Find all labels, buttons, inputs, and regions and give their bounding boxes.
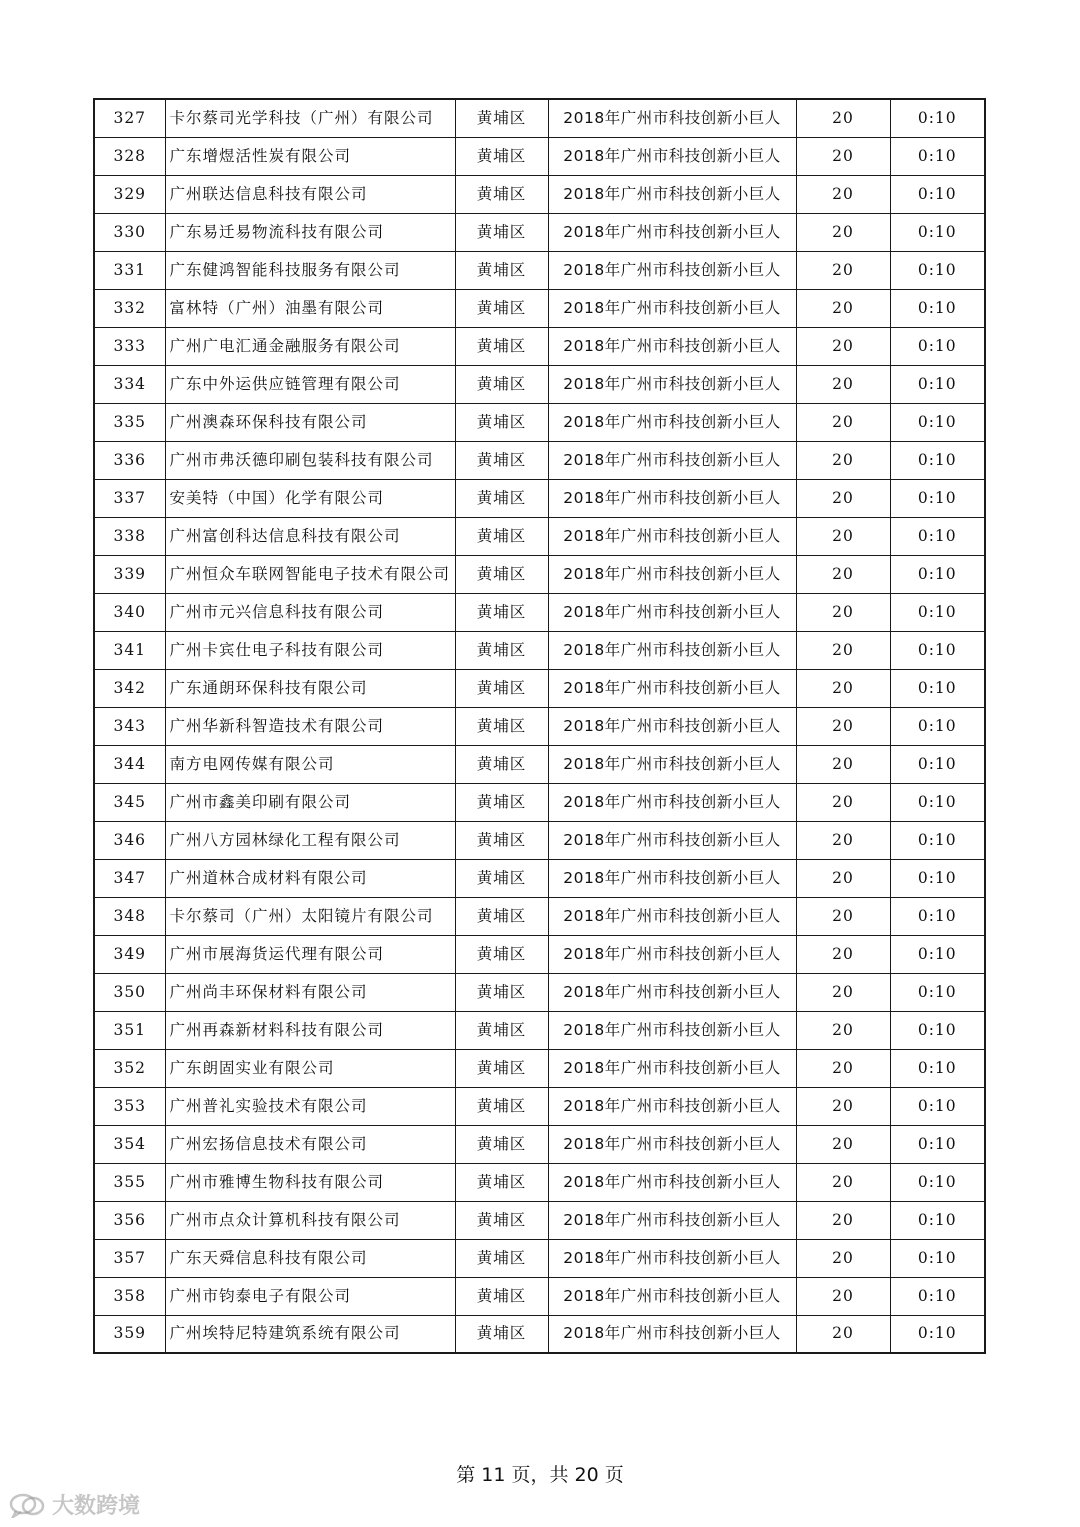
ratio-cell: 0:10 (890, 175, 985, 213)
ratio-cell: 0:10 (890, 1087, 985, 1125)
district-cell: 黄埔区 (455, 99, 548, 137)
amount-cell: 20 (796, 175, 890, 213)
table-row (94, 1315, 985, 1353)
award-category-cell: 2018年广州市科技创新小巨人 (548, 1315, 796, 1353)
company-name-text: 广州恒众车联网智能电子技术有限公司 (169, 564, 451, 583)
company-name-cell (165, 1239, 455, 1277)
district-cell: 黄埔区 (455, 707, 548, 745)
amount-cell: 20 (796, 99, 890, 137)
row-number-cell: 348 (94, 897, 165, 935)
amount-cell: 20 (796, 479, 890, 517)
award-category-cell: 2018年广州市科技创新小巨人 (548, 327, 796, 365)
amount-cell: 20 (796, 1011, 890, 1049)
amount-cell: 20 (796, 859, 890, 897)
table-row (94, 137, 985, 175)
table-row (94, 1239, 985, 1277)
table-row (94, 175, 985, 213)
amount-cell: 20 (796, 327, 890, 365)
table-row (94, 1087, 985, 1125)
company-name-text: 广州八方园林绿化工程有限公司 (169, 830, 401, 849)
award-category-cell: 2018年广州市科技创新小巨人 (548, 289, 796, 327)
row-number-cell: 330 (94, 213, 165, 251)
row-number-cell: 340 (94, 593, 165, 631)
ratio-cell: 0:10 (890, 1163, 985, 1201)
ratio-cell: 0:10 (890, 1011, 985, 1049)
ratio-cell: 0:10 (890, 1315, 985, 1353)
company-name-text: 卡尔蔡司光学科技（广州）有限公司 (169, 108, 434, 127)
table-row (94, 821, 985, 859)
table-row (94, 897, 985, 935)
district-cell: 黄埔区 (455, 137, 548, 175)
district-cell: 黄埔区 (455, 1201, 548, 1239)
company-name-cell (165, 441, 455, 479)
award-category-cell: 2018年广州市科技创新小巨人 (548, 821, 796, 859)
company-name-cell (165, 213, 455, 251)
row-number-cell: 357 (94, 1239, 165, 1277)
row-number-cell: 336 (94, 441, 165, 479)
company-name-text: 广州市雅博生物科技有限公司 (169, 1172, 385, 1191)
award-category-cell: 2018年广州市科技创新小巨人 (548, 707, 796, 745)
row-number-cell: 344 (94, 745, 165, 783)
ratio-cell: 0:10 (890, 441, 985, 479)
company-name-text: 富林特（广州）油墨有限公司 (169, 298, 385, 317)
table-row (94, 973, 985, 1011)
award-category-cell: 2018年广州市科技创新小巨人 (548, 403, 796, 441)
ratio-cell: 0:10 (890, 403, 985, 441)
chat-bubble-logo-icon (8, 1492, 46, 1518)
table-row (94, 555, 985, 593)
award-category-cell: 2018年广州市科技创新小巨人 (548, 137, 796, 175)
company-name-text: 广州市鑫美印刷有限公司 (169, 792, 352, 811)
district-cell: 黄埔区 (455, 745, 548, 783)
amount-cell: 20 (796, 441, 890, 479)
row-number-cell: 358 (94, 1277, 165, 1315)
amount-cell: 20 (796, 365, 890, 403)
award-category-cell: 2018年广州市科技创新小巨人 (548, 1163, 796, 1201)
company-name-text: 广州道林合成材料有限公司 (169, 868, 368, 887)
district-cell: 黄埔区 (455, 175, 548, 213)
amount-cell: 20 (796, 973, 890, 1011)
ratio-cell: 0:10 (890, 137, 985, 175)
table-row (94, 1049, 985, 1087)
row-number-cell: 334 (94, 365, 165, 403)
enterprise-list-table (93, 98, 986, 1354)
company-name-cell (165, 403, 455, 441)
table-row (94, 745, 985, 783)
watermark (8, 1489, 140, 1520)
ratio-cell: 0:10 (890, 745, 985, 783)
table-row (94, 403, 985, 441)
ratio-cell: 0:10 (890, 365, 985, 403)
row-number-cell: 329 (94, 175, 165, 213)
company-name-cell (165, 327, 455, 365)
table-row (94, 251, 985, 289)
company-name-cell (165, 593, 455, 631)
row-number-cell: 354 (94, 1125, 165, 1163)
ratio-cell: 0:10 (890, 99, 985, 137)
amount-cell: 20 (796, 1201, 890, 1239)
district-cell: 黄埔区 (455, 1125, 548, 1163)
award-category-cell: 2018年广州市科技创新小巨人 (548, 973, 796, 1011)
district-cell: 黄埔区 (455, 1277, 548, 1315)
row-number-cell: 339 (94, 555, 165, 593)
company-name-cell (165, 1277, 455, 1315)
table-row (94, 1277, 985, 1315)
district-cell: 黄埔区 (455, 1239, 548, 1277)
amount-cell: 20 (796, 213, 890, 251)
watermark-text: 大数跨境 (52, 1494, 141, 1519)
company-name-cell (165, 1201, 455, 1239)
amount-cell: 20 (796, 1239, 890, 1277)
district-cell: 黄埔区 (455, 783, 548, 821)
award-category-cell: 2018年广州市科技创新小巨人 (548, 479, 796, 517)
table-row (94, 479, 985, 517)
district-cell: 黄埔区 (455, 859, 548, 897)
row-number-cell: 331 (94, 251, 165, 289)
award-category-cell: 2018年广州市科技创新小巨人 (548, 99, 796, 137)
row-number-cell: 351 (94, 1011, 165, 1049)
table-row (94, 935, 985, 973)
row-number-cell: 353 (94, 1087, 165, 1125)
amount-cell: 20 (796, 517, 890, 555)
company-name-cell (165, 137, 455, 175)
table-row (94, 441, 985, 479)
company-name-cell (165, 935, 455, 973)
row-number-cell: 346 (94, 821, 165, 859)
award-category-cell: 2018年广州市科技创新小巨人 (548, 631, 796, 669)
award-category-cell: 2018年广州市科技创新小巨人 (548, 251, 796, 289)
company-name-cell (165, 669, 455, 707)
award-category-cell: 2018年广州市科技创新小巨人 (548, 593, 796, 631)
ratio-cell: 0:10 (890, 783, 985, 821)
amount-cell: 20 (796, 1125, 890, 1163)
ratio-cell: 0:10 (890, 1049, 985, 1087)
award-category-cell: 2018年广州市科技创新小巨人 (548, 213, 796, 251)
row-number-cell: 338 (94, 517, 165, 555)
amount-cell: 20 (796, 593, 890, 631)
award-category-cell: 2018年广州市科技创新小巨人 (548, 783, 796, 821)
award-category-cell: 2018年广州市科技创新小巨人 (548, 897, 796, 935)
district-cell: 黄埔区 (455, 821, 548, 859)
ratio-cell: 0:10 (890, 251, 985, 289)
award-category-cell: 2018年广州市科技创新小巨人 (548, 669, 796, 707)
award-category-cell: 2018年广州市科技创新小巨人 (548, 1239, 796, 1277)
company-name-cell (165, 821, 455, 859)
company-name-cell (165, 365, 455, 403)
page-number-label: 第 11 页，共 20 页 (456, 1464, 624, 1486)
ratio-cell: 0:10 (890, 707, 985, 745)
ratio-cell: 0:10 (890, 669, 985, 707)
amount-cell: 20 (796, 897, 890, 935)
company-name-text: 广州广电汇通金融服务有限公司 (169, 336, 401, 355)
district-cell: 黄埔区 (455, 973, 548, 1011)
company-name-cell (165, 707, 455, 745)
company-name-cell (165, 1125, 455, 1163)
company-name-text: 广东健鸿智能科技服务有限公司 (169, 260, 401, 279)
district-cell: 黄埔区 (455, 593, 548, 631)
amount-cell: 20 (796, 289, 890, 327)
ratio-cell: 0:10 (890, 213, 985, 251)
district-cell: 黄埔区 (455, 1163, 548, 1201)
amount-cell: 20 (796, 1087, 890, 1125)
row-number-cell: 333 (94, 327, 165, 365)
award-category-cell: 2018年广州市科技创新小巨人 (548, 1125, 796, 1163)
amount-cell: 20 (796, 783, 890, 821)
company-name-text: 安美特（中国）化学有限公司 (169, 488, 385, 507)
ratio-cell: 0:10 (890, 821, 985, 859)
company-name-cell (165, 175, 455, 213)
ratio-cell: 0:10 (890, 935, 985, 973)
ratio-cell: 0:10 (890, 1277, 985, 1315)
company-name-cell (165, 859, 455, 897)
company-name-text: 广州市点众计算机科技有限公司 (169, 1210, 401, 1229)
company-name-text: 广东中外运供应链管理有限公司 (169, 374, 401, 393)
district-cell: 黄埔区 (455, 1087, 548, 1125)
row-number-cell: 345 (94, 783, 165, 821)
award-category-cell: 2018年广州市科技创新小巨人 (548, 441, 796, 479)
ratio-cell: 0:10 (890, 479, 985, 517)
row-number-cell: 327 (94, 99, 165, 137)
company-name-cell (165, 1163, 455, 1201)
row-number-cell: 337 (94, 479, 165, 517)
company-name-cell (165, 517, 455, 555)
company-name-text: 卡尔蔡司（广州）太阳镜片有限公司 (169, 906, 434, 925)
award-category-cell: 2018年广州市科技创新小巨人 (548, 1201, 796, 1239)
amount-cell: 20 (796, 1315, 890, 1353)
table-row (94, 365, 985, 403)
amount-cell: 20 (796, 745, 890, 783)
ratio-cell: 0:10 (890, 1201, 985, 1239)
company-name-cell (165, 897, 455, 935)
award-category-cell: 2018年广州市科技创新小巨人 (548, 935, 796, 973)
district-cell: 黄埔区 (455, 517, 548, 555)
row-number-cell: 343 (94, 707, 165, 745)
amount-cell: 20 (796, 1277, 890, 1315)
district-cell: 黄埔区 (455, 479, 548, 517)
district-cell: 黄埔区 (455, 631, 548, 669)
row-number-cell: 356 (94, 1201, 165, 1239)
company-name-text: 广东易迁易物流科技有限公司 (169, 222, 385, 241)
district-cell: 黄埔区 (455, 289, 548, 327)
row-number-cell: 349 (94, 935, 165, 973)
district-cell: 黄埔区 (455, 669, 548, 707)
company-name-text: 广州联达信息科技有限公司 (169, 184, 368, 203)
ratio-cell: 0:10 (890, 593, 985, 631)
row-number-cell: 335 (94, 403, 165, 441)
amount-cell: 20 (796, 669, 890, 707)
ratio-cell: 0:10 (890, 1125, 985, 1163)
amount-cell: 20 (796, 137, 890, 175)
award-category-cell: 2018年广州市科技创新小巨人 (548, 859, 796, 897)
company-name-text: 广州澳森环保科技有限公司 (169, 412, 368, 431)
table-row (94, 631, 985, 669)
company-name-text: 广东朗固实业有限公司 (169, 1058, 335, 1077)
company-name-cell (165, 783, 455, 821)
row-number-cell: 359 (94, 1315, 165, 1353)
ratio-cell: 0:10 (890, 517, 985, 555)
amount-cell: 20 (796, 1049, 890, 1087)
ratio-cell: 0:10 (890, 859, 985, 897)
company-name-cell (165, 99, 455, 137)
amount-cell: 20 (796, 1163, 890, 1201)
table-row (94, 327, 985, 365)
company-name-text: 广东通朗环保科技有限公司 (169, 678, 368, 697)
district-cell: 黄埔区 (455, 251, 548, 289)
award-category-cell: 2018年广州市科技创新小巨人 (548, 1277, 796, 1315)
company-name-cell (165, 289, 455, 327)
company-name-text: 广州卡宾仕电子科技有限公司 (169, 640, 385, 659)
table-row (94, 1163, 985, 1201)
amount-cell: 20 (796, 707, 890, 745)
district-cell: 黄埔区 (455, 897, 548, 935)
ratio-cell: 0:10 (890, 327, 985, 365)
row-number-cell: 328 (94, 137, 165, 175)
ratio-cell: 0:10 (890, 289, 985, 327)
company-name-text: 广州普礼实验技术有限公司 (169, 1096, 368, 1115)
award-category-cell: 2018年广州市科技创新小巨人 (548, 365, 796, 403)
award-category-cell: 2018年广州市科技创新小巨人 (548, 1087, 796, 1125)
table-row (94, 1201, 985, 1239)
table-row (94, 99, 985, 137)
company-name-cell (165, 1087, 455, 1125)
district-cell: 黄埔区 (455, 213, 548, 251)
table-row (94, 213, 985, 251)
row-number-cell: 347 (94, 859, 165, 897)
company-name-text: 广州市展海货运代理有限公司 (169, 944, 385, 963)
table-row (94, 707, 985, 745)
district-cell: 黄埔区 (455, 1011, 548, 1049)
row-number-cell: 332 (94, 289, 165, 327)
amount-cell: 20 (796, 555, 890, 593)
company-name-cell (165, 555, 455, 593)
table-row (94, 289, 985, 327)
company-name-cell (165, 1049, 455, 1087)
company-name-cell (165, 631, 455, 669)
company-name-text: 广州富创科达信息科技有限公司 (169, 526, 401, 545)
row-number-cell: 342 (94, 669, 165, 707)
company-name-cell (165, 251, 455, 289)
award-category-cell: 2018年广州市科技创新小巨人 (548, 745, 796, 783)
award-category-cell: 2018年广州市科技创新小巨人 (548, 175, 796, 213)
page-footer (0, 1460, 1080, 1487)
company-name-text: 广州宏扬信息技术有限公司 (169, 1134, 368, 1153)
row-number-cell: 355 (94, 1163, 165, 1201)
company-name-cell (165, 1011, 455, 1049)
district-cell: 黄埔区 (455, 555, 548, 593)
table-row (94, 669, 985, 707)
amount-cell: 20 (796, 631, 890, 669)
amount-cell: 20 (796, 821, 890, 859)
company-name-text: 广州再森新材料科技有限公司 (169, 1020, 385, 1039)
district-cell: 黄埔区 (455, 441, 548, 479)
ratio-cell: 0:10 (890, 973, 985, 1011)
award-category-cell: 2018年广州市科技创新小巨人 (548, 1011, 796, 1049)
company-name-cell (165, 973, 455, 1011)
company-name-text: 广东天舜信息科技有限公司 (169, 1248, 368, 1267)
district-cell: 黄埔区 (455, 365, 548, 403)
company-name-text: 广州市元兴信息科技有限公司 (169, 602, 385, 621)
ratio-cell: 0:10 (890, 897, 985, 935)
ratio-cell: 0:10 (890, 631, 985, 669)
award-category-cell: 2018年广州市科技创新小巨人 (548, 517, 796, 555)
table-row (94, 593, 985, 631)
table-row (94, 1125, 985, 1163)
amount-cell: 20 (796, 403, 890, 441)
company-name-text: 广东增煜活性炭有限公司 (169, 146, 352, 165)
company-name-text: 广州华新科智造技术有限公司 (169, 716, 385, 735)
company-name-text: 广州市钧泰电子有限公司 (169, 1286, 352, 1305)
company-name-cell (165, 1315, 455, 1353)
table-row (94, 1011, 985, 1049)
table-body (94, 99, 985, 1353)
district-cell: 黄埔区 (455, 403, 548, 441)
company-name-text: 广州埃特尼特建筑系统有限公司 (169, 1324, 401, 1343)
company-name-cell (165, 479, 455, 517)
ratio-cell: 0:10 (890, 1239, 985, 1277)
district-cell: 黄埔区 (455, 327, 548, 365)
company-name-text: 广州市弗沃德印刷包装科技有限公司 (169, 450, 434, 469)
district-cell: 黄埔区 (455, 935, 548, 973)
company-name-text: 广州尚丰环保材料有限公司 (169, 982, 368, 1001)
amount-cell: 20 (796, 251, 890, 289)
table-row (94, 783, 985, 821)
award-category-cell: 2018年广州市科技创新小巨人 (548, 1049, 796, 1087)
company-name-text: 南方电网传媒有限公司 (169, 754, 335, 773)
district-cell: 黄埔区 (455, 1049, 548, 1087)
district-cell: 黄埔区 (455, 1315, 548, 1353)
row-number-cell: 352 (94, 1049, 165, 1087)
amount-cell: 20 (796, 935, 890, 973)
company-name-cell (165, 745, 455, 783)
row-number-cell: 350 (94, 973, 165, 1011)
ratio-cell: 0:10 (890, 555, 985, 593)
award-category-cell: 2018年广州市科技创新小巨人 (548, 555, 796, 593)
row-number-cell: 341 (94, 631, 165, 669)
table-row (94, 517, 985, 555)
table-row (94, 859, 985, 897)
